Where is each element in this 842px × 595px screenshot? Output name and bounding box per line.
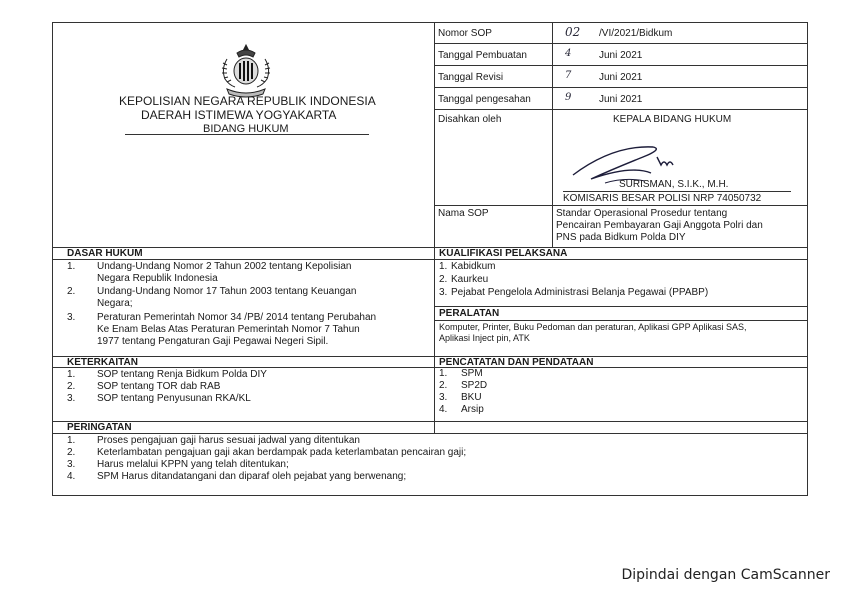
row-line xyxy=(434,87,807,88)
title-underline xyxy=(53,259,807,260)
kualifikasi-item-3: 3. Pejabat Pengelola Administrasi Belanja Pegawai (PPABP) xyxy=(439,287,709,298)
tanggal-pengesahan-hand: 9 xyxy=(565,92,572,103)
dasar-hukum-item-2: 2. Undang-Undang Nomor 17 Tahun 2003 tentang Keuangan xyxy=(67,286,357,297)
title-underline xyxy=(53,367,807,368)
org-division: BIDANG HUKUM xyxy=(203,123,289,135)
tanggal-revisi-label: Tanggal Revisi xyxy=(438,72,504,83)
dasar-hukum-item-1: 1. Undang-Undang Nomor 2 Tahun 2002 tentang Kepolisian xyxy=(67,261,352,272)
header-divider xyxy=(434,23,435,247)
tanggal-pembuatan-value: Juni 2021 xyxy=(599,50,643,61)
peralatan-line-1: Komputer, Printer, Buku Pedoman dan peraturan, Aplikasi GPP Aplikasi SAS, xyxy=(439,322,747,332)
dasar-hukum-item-3-cont2: 1977 tentang Pengaturan Gaji Pegawai Negeri Sipil. xyxy=(97,336,329,347)
row-line xyxy=(434,65,807,66)
dasar-hukum-item-1-cont: Negara Republik Indonesia xyxy=(97,273,218,284)
nama-sop-line-3: PNS pada Bidkum Polda DIY xyxy=(556,232,686,243)
tanggal-pembuatan-label: Tanggal Pembuatan xyxy=(438,50,527,61)
peralatan-title: PERALATAN xyxy=(439,308,500,319)
disahkan-label: Disahkan oleh xyxy=(438,114,502,125)
keterkaitan-title: KETERKAITAN xyxy=(67,357,138,368)
row-line xyxy=(434,205,807,206)
peringatan-item-4: 4. SPM Harus ditandatangani dan diparaf oleh pejabat yang berwenang; xyxy=(67,471,407,482)
pencatatan-item-4: 4. Arsip xyxy=(439,404,484,415)
section-line xyxy=(53,247,807,248)
nama-sop-label: Nama SOP xyxy=(438,208,489,219)
tanggal-pengesahan-label: Tanggal pengesahan xyxy=(438,94,531,105)
section-line xyxy=(53,421,807,422)
police-crest-icon xyxy=(213,41,279,99)
row-line xyxy=(434,320,807,321)
org-underline xyxy=(125,134,369,135)
peringatan-item-2: 2. Keterlambatan pengajuan gaji akan berdampak pada keterlambatan pencairan gaji; xyxy=(67,447,467,458)
title-underline xyxy=(53,433,807,434)
pencatatan-title: PENCATATAN DAN PENDATAAN xyxy=(439,357,594,368)
dasar-hukum-item-3: 3. Peraturan Pemerintah Nomor 34 /PB/ 2014 tentang Perubahan xyxy=(67,312,377,323)
pencatatan-item-1: 1. SPM xyxy=(439,368,483,379)
keterkaitan-item-3: 3. SOP tentang Penyusunan RKA/KL xyxy=(67,393,251,404)
camscanner-watermark: Dipindai dengan CamScanner xyxy=(621,567,830,583)
nomor-sop-hand: 02 xyxy=(565,25,581,39)
kualifikasi-item-2: 2. Kaurkeu xyxy=(439,274,489,285)
nama-sop-line-2: Pencairan Pembayaran Gaji Anggota Polri dan xyxy=(556,220,763,231)
kualifikasi-item-1: 1. Kabidkum xyxy=(439,261,496,272)
nomor-sop-value: /VI/2021/Bidkum xyxy=(599,28,673,39)
row-line xyxy=(434,43,807,44)
signer-rank: KOMISARIS BESAR POLISI NRP 74050732 xyxy=(563,193,762,204)
pencatatan-item-3: 3. BKU xyxy=(439,392,482,403)
dasar-hukum-title: DASAR HUKUM xyxy=(67,248,143,259)
peringatan-item-3: 3. Harus melalui KPPN yang telah ditentukan; xyxy=(67,459,289,470)
peralatan-line-2: Aplikasi Inject pin, ATK xyxy=(439,333,530,343)
dasar-hukum-item-2-cont: Negara; xyxy=(97,298,133,309)
peringatan-item-1: 1. Proses pengajuan gaji harus sesuai jadwal yang ditentukan xyxy=(67,435,360,446)
peringatan-title: PERINGATAN xyxy=(67,422,132,433)
row-line xyxy=(434,109,807,110)
tanggal-revisi-value: Juni 2021 xyxy=(599,72,643,83)
row-line xyxy=(434,306,807,307)
tanggal-revisi-hand: 7 xyxy=(565,70,572,81)
section-line xyxy=(53,356,807,357)
kualifikasi-title: KUALIFIKASI PELAKSANA xyxy=(439,248,568,259)
org-region: DAERAH ISTIMEWA YOGYAKARTA xyxy=(141,108,337,122)
pencatatan-item-2: 2. SP2D xyxy=(439,380,488,391)
tanggal-pengesahan-value: Juni 2021 xyxy=(599,94,643,105)
keterkaitan-item-2: 2. SOP tentang TOR dab RAB xyxy=(67,381,221,392)
dasar-hukum-item-3-cont: Ke Enam Belas Atas Peraturan Pemerintah Nomor 7 Tahun xyxy=(97,324,360,335)
disahkan-title: KEPALA BIDANG HUKUM xyxy=(613,114,732,125)
org-name: KEPOLISIAN NEGARA REPUBLIK INDONESIA xyxy=(119,94,376,108)
sop-document xyxy=(52,22,808,496)
lower-divider xyxy=(434,247,435,434)
nama-sop-line-1: Standar Operasional Prosedur tentang xyxy=(556,208,728,219)
keterkaitan-item-1: 1. SOP tentang Renja Bidkum Polda DIY xyxy=(67,369,267,380)
meta-col-divider xyxy=(552,23,553,247)
nomor-sop-label: Nomor SOP xyxy=(438,28,492,39)
signer-name: SURISMAN, S.I.K., M.H. xyxy=(619,179,729,190)
tanggal-pembuatan-hand: 4 xyxy=(565,48,572,59)
signer-underline xyxy=(563,191,791,192)
